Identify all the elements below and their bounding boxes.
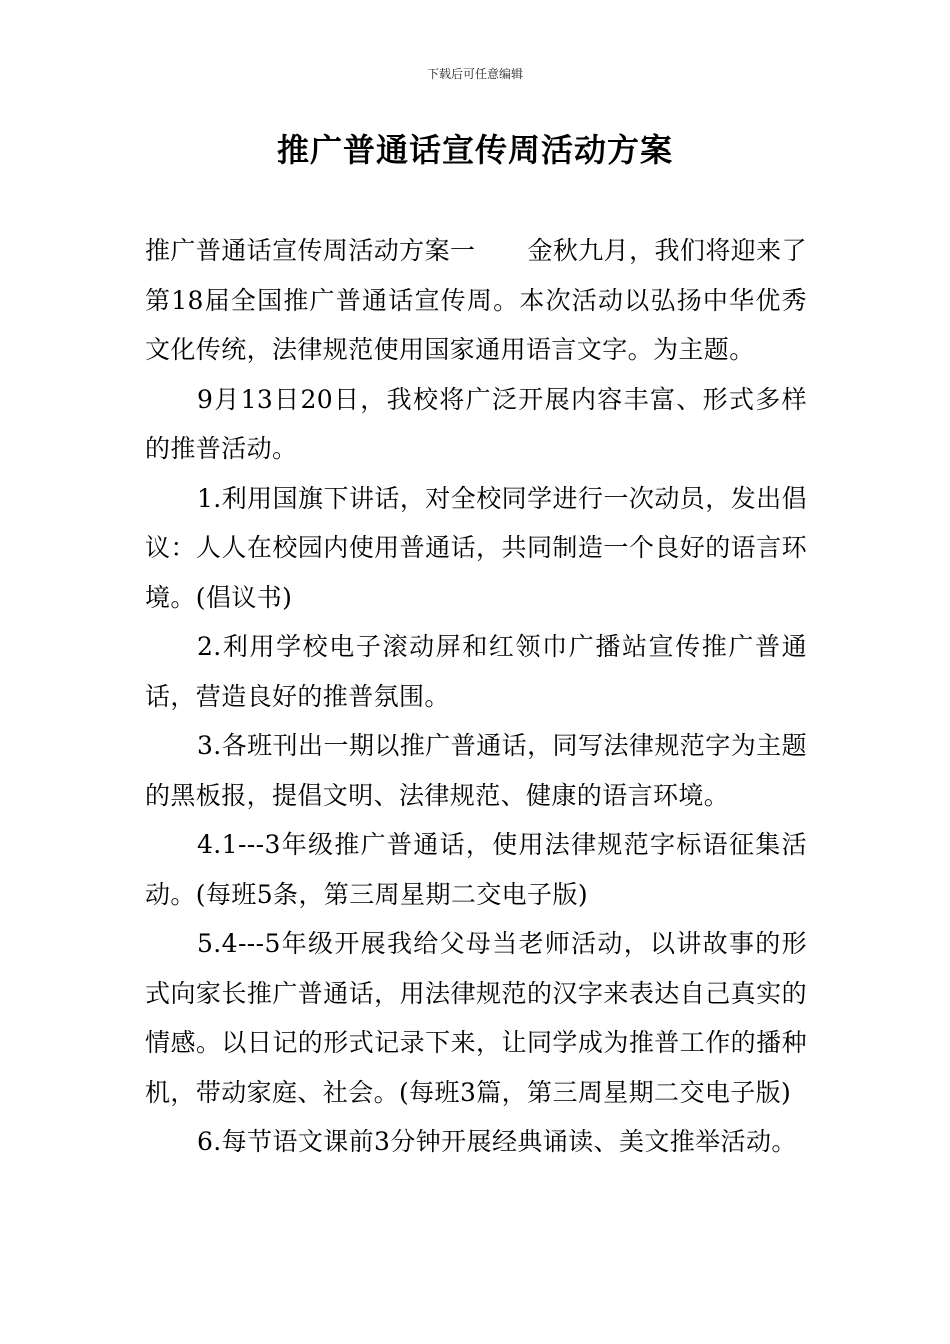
paragraph-item-4: 4.1---3年级推广普通话，使用法律规范字标语征集活动。(每班5条，第三周星期二交电子版) [145,830,807,909]
intro-paragraph [145,226,807,375]
paragraph-schedule: 9月13日20日，我校将广泛开展内容丰富、形式多样的推普活动。 [145,384,807,463]
header-note: 下载后可任意编辑 [426,67,523,81]
paragraph-item-6: 6.每节语文课前3分钟开展经典诵读、美文推举活动。 [197,1127,797,1156]
intro-lead: 推广普通话宣传周活动方案一 [145,236,476,265]
paragraph-item-3: 3.各班刊出一期以推广普通话，同写法律规范字为主题的黑板报，提倡文明、法律规范、健康的语言环境。 [145,731,807,810]
intro-text: 金秋九月，我们将迎来了第18届全国推广普通话宣传周。本次活动以弘扬中华优秀文化传统，法律规范使用国家通用语言文字。为主题。 [145,236,808,364]
document-body [145,226,807,1167]
paragraph-item-2: 2.利用学校电子滚动屏和红领巾广播站宣传推广普通话，营造良好的推普氛围。 [145,632,807,711]
paragraph-item-5: 5.4---5年级开展我给父母当老师活动，以讲故事的形式向家长推广普通话，用法律规范的汉字来表达自己真实的情感。以日记的形式记录下来，让同学成为推普工作的播种机，带动家庭、社会。(每班3篇，第三周星期二交电子版) [145,929,807,1107]
paragraph-item-1: 1.利用国旗下讲话，对全校同学进行一次动员，发出倡议：人人在校园内使用普通话，共同制造一个良好的语言环境。(倡议书) [145,483,807,612]
document-title: 推广普通话宣传周活动方案 [276,131,673,169]
